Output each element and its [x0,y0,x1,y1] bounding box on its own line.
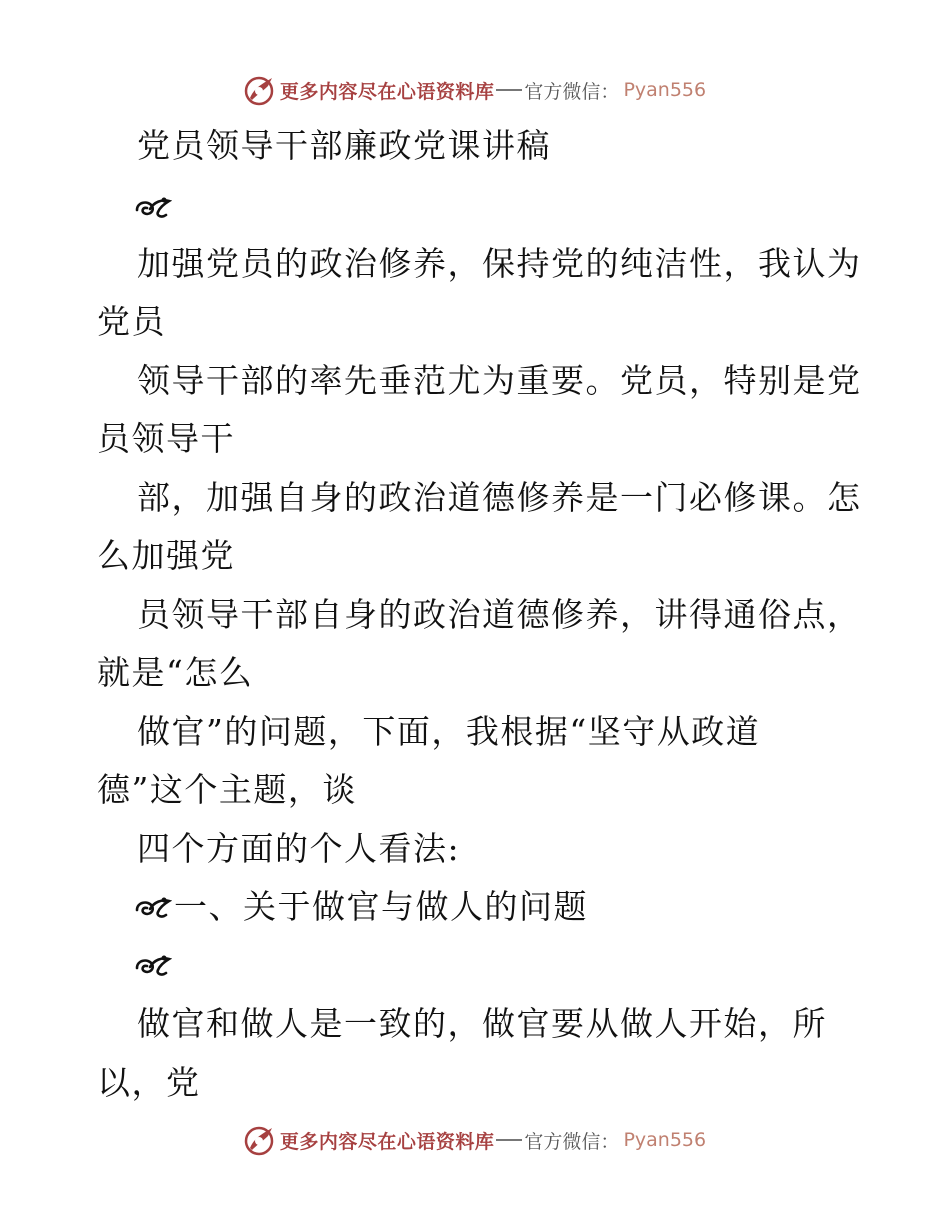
fleuron-icon [134,194,172,222]
pen-logo-icon [244,74,276,106]
fleuron-icon [134,952,172,980]
paragraph-line: 领导干部的率先垂范尤为重要。党员，特别是党 [137,361,862,400]
paragraph-line: 党员 [97,302,166,341]
fleuron-icon [134,894,172,922]
paragraph-line: 做官和做人是一致的，做官要从做人开始，所 [137,1004,827,1043]
banner-divider [496,89,522,91]
paragraph-line: 员领导干部自身的政治道德修养，讲得通俗点， [137,595,862,634]
banner-main-text: 更多内容尽在心语资料库 [279,80,495,103]
banner-wechat-id: Pyan556 [623,79,707,101]
banner-official-label: 官方微信： [524,1130,620,1153]
paragraph-line: 员领导干 [97,419,235,458]
banner-wechat-id: Pyan556 [623,1129,707,1151]
footer-watermark [0,1120,950,1160]
paragraph-line: 么加强党 [97,536,235,575]
header-watermark [0,70,950,110]
section-heading: 一、关于做官与做人的问题 [174,887,588,926]
paragraph-line: 就是“怎么 [97,653,254,692]
paragraph-line: 做官”的问题，下面，我根据“坚守从政道 [137,712,761,751]
paragraph-line: 四个方面的个人看法: [137,829,461,868]
paragraph-line: 以，党 [97,1063,201,1102]
paragraph-line: 加强党员的政治修养，保持党的纯洁性，我认为 [137,244,862,283]
document-title: 党员领导干部廉政党课讲稿 [137,126,551,165]
paragraph-line: 部，加强自身的政治道德修养是一门必修课。怎 [137,478,862,517]
pen-logo-icon [244,1124,276,1156]
banner-official-label: 官方微信： [524,80,620,103]
banner-main-text: 更多内容尽在心语资料库 [279,1130,495,1153]
banner-divider [496,1139,522,1141]
paragraph-line: 德”这个主题，谈 [97,770,357,809]
